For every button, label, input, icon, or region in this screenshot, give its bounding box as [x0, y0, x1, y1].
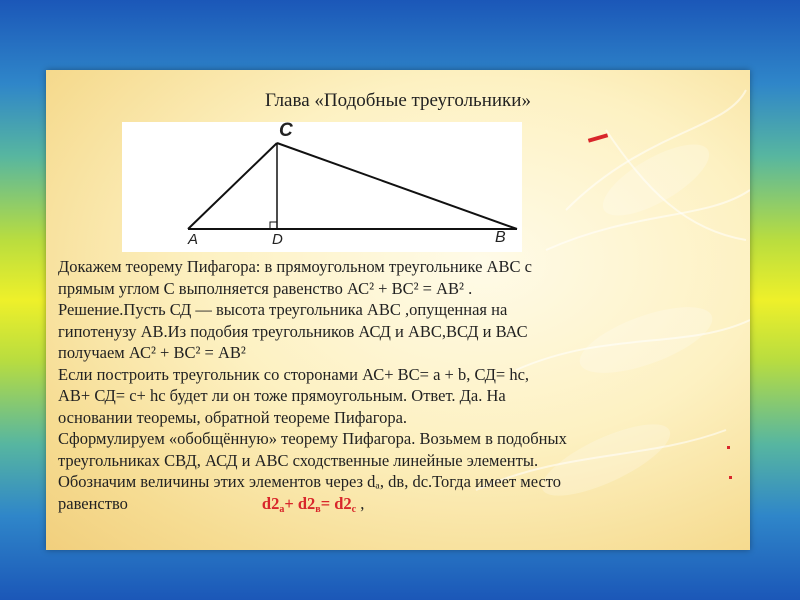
right-angle-mark: [270, 222, 277, 229]
vertex-label-a: A: [188, 231, 199, 248]
text-line: Если построить треугольник со сторонами АС+ ВС= а + b, СД= hс,: [58, 364, 530, 384]
text-line: Обозначим величины этих элементов через dₐ, dв, dс.Тогда имеет место: [58, 472, 562, 491]
triangle-figure: [122, 122, 522, 252]
slide-title: Глава «Подобные треугольники»: [265, 90, 531, 111]
text-line: Сформулируем «обобщённую» теорему Пифагора. Возьмем в подобных: [58, 429, 567, 448]
triangle-diagram: [122, 122, 522, 252]
side-ac: [188, 143, 277, 229]
text-line: гипотенузу АВ.Из подобия треугольников АСД и АВС,ВСД и ВАС: [58, 321, 528, 341]
last-line-prefix: равенство: [58, 493, 128, 513]
vertex-label-d: D: [272, 231, 283, 248]
vertex-label-c: C: [279, 120, 293, 141]
text-line: Докажем теорему Пифагора: в прямоугольном треугольнике АВС с: [58, 257, 532, 276]
formula-tail: ,: [356, 493, 365, 513]
text-line: получаем АС² + ВС² = АВ²: [58, 343, 246, 362]
side-cb: [277, 143, 517, 229]
text-line: треугольниках СВД, АСД и АВС сходственные линейные элементы.: [58, 450, 539, 470]
text-line: АВ+ СД= с+ hс будет ли он тоже прямоугольным. Ответ. Да. На: [58, 386, 506, 405]
text-line: прямым углом С выполняется равенство АС² + ВС² = АВ² .: [58, 278, 473, 298]
last-line: [58, 493, 748, 521]
text-line: основании теоремы, обратной теореме Пифагора.: [58, 407, 408, 427]
generalized-pythagoras-formula: $d2_a+ d2_в= d2_c$: [261, 493, 357, 515]
proof-text: [58, 256, 748, 520]
text-line: Решение.Пусть СД — высота треугольника АВС ,опущенная на: [58, 300, 508, 319]
vertex-label-b: B: [495, 229, 506, 246]
slide: [46, 70, 750, 550]
